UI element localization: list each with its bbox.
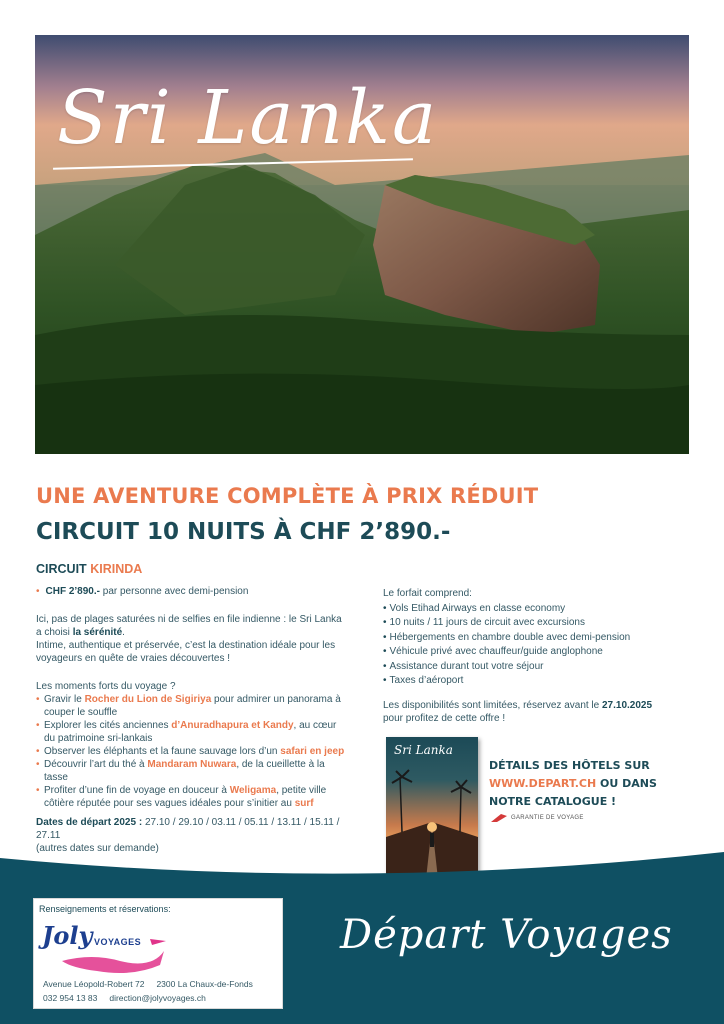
circuit-prefix: CIRCUIT (36, 562, 87, 576)
bullet-icon: • (383, 617, 387, 628)
dates-values: 27.10 / 29.10 / 03.11 / 05.11 / 13.11 / 15.11 / 27.11 (36, 817, 340, 841)
circuit-name: KIRINDA (90, 562, 143, 576)
availability-date: 27.10.2025 (602, 699, 653, 711)
details-line-3: NOTRE CATALOGUE ! (489, 795, 617, 808)
bullet-icon: • (383, 602, 387, 614)
intro-text-start: Ici, pas de plages saturées ni de selfies en file indienne : le Sri Lanka a choisi (36, 614, 342, 638)
price-description: par personne avec demi-pension (102, 586, 249, 597)
bullet-icon: • (383, 660, 387, 672)
moments-list (36, 693, 346, 810)
details-line-1: DÉTAILS DES HÔTELS SUR (489, 759, 650, 772)
headline-promo: UNE AVENTURE COMPLÈTE À PRIX RÉDUIT (36, 484, 539, 508)
hero-title: Sri Lanka (57, 75, 439, 161)
bullet-icon: • (36, 694, 40, 705)
address-block (43, 977, 253, 1005)
logo-subtext: VOYAGES (94, 937, 142, 947)
website-link[interactable]: WWW.DEPART.CH (489, 777, 597, 790)
intro-text-end: . (122, 627, 125, 638)
depart-voyages-logo: Départ Voyages (340, 912, 673, 958)
circuit-title (36, 562, 142, 576)
forfait-item: • Hébergements en chambre double avec demi-pension (383, 631, 693, 646)
left-column (36, 585, 346, 855)
guarantee-badge: GARANTIE DE VOYAGE (491, 813, 584, 823)
moment-item: • Observer les éléphants et la faune sauvage lors d’un safari en jeep (36, 746, 345, 757)
bullet-icon: • (383, 675, 387, 686)
bullet-icon: • (36, 746, 40, 757)
forfait-item: • Assistance durant tout votre séjour (383, 660, 693, 675)
email-link[interactable]: direction@jolyvoyages.ch (109, 993, 206, 1003)
bullet-icon: • (383, 631, 387, 643)
forfait-item: • Véhicule privé avec chauffeur/guide anglophone (383, 645, 693, 660)
forfait-title: Le forfait comprend: (383, 588, 472, 599)
right-column (383, 587, 693, 725)
contact-title: Renseignements et réservations: (39, 904, 171, 914)
availability-note: Les disponibilités sont limitées, réservez avant le 27.10.2025 pour profitez de cette offre ! (383, 699, 653, 724)
bullet-icon: • (36, 720, 40, 731)
bullet-icon: • (36, 785, 40, 796)
moment-item: • Découvrir l’art du thé à Mandaram Nuwara, de la cueillette à la tasse (36, 759, 325, 783)
logo-text: Joly (42, 921, 93, 950)
forfait-item: • Vols Etihad Airways en classe economy (383, 602, 693, 617)
intro-text-second: Intime, authentique et préservée, c’est la destination idéale pour les voyageurs en quête de vraies découvertes ! (36, 640, 336, 664)
forfait-item: • 10 nuits / 11 jours de circuit avec excursions (383, 616, 693, 631)
dates-note: (autres dates sur demande) (36, 843, 159, 854)
moments-title: Les moments forts du voyage ? (36, 681, 176, 692)
guarantee-icon (491, 813, 507, 823)
catalogue-title: Sri Lanka (394, 743, 453, 757)
departure-dates (36, 816, 346, 855)
moment-item: • Explorer les cités anciennes d’Anuradhapura et Kandy, au cœur du patrimoine sri-lankais (36, 720, 337, 744)
dates-label: Dates de départ 2025 : (36, 817, 143, 828)
bullet-icon: • (383, 646, 387, 657)
intro-paragraph (36, 613, 346, 665)
contact-box (33, 898, 283, 1009)
hero-photo (35, 35, 689, 454)
price-line (36, 585, 346, 598)
intro-text-bold: la sérénité (72, 627, 123, 638)
bullet-icon: • (36, 759, 40, 770)
forfait-item: • Taxes d’aéroport (383, 674, 693, 689)
phone[interactable]: 032 954 13 83 (43, 993, 98, 1003)
moment-item: • Profiter d’une fin de voyage en douceur à Weligama, petite ville côtière réputée pour ses vagues idéales pour s’initier au surf (36, 785, 327, 809)
details-callout: DÉTAILS DES HÔTELS SUR WWW.DEPART.CH OU DANS NOTRE CATALOGUE ! (489, 757, 679, 811)
street: Avenue Léopold-Robert 72 (43, 979, 145, 989)
bullet-icon: • (36, 586, 40, 597)
price-value: CHF 2’890.- (45, 586, 100, 597)
city: 2300 La Chaux-de-Fonds (156, 979, 253, 989)
forfait-list (383, 602, 693, 689)
moment-item: • Gravir le Rocher du Lion de Sigiriya pour admirer un panorama à couper le souffle (36, 694, 341, 718)
headline-circuit: CIRCUIT 10 NUITS À CHF 2’890.- (36, 519, 451, 545)
